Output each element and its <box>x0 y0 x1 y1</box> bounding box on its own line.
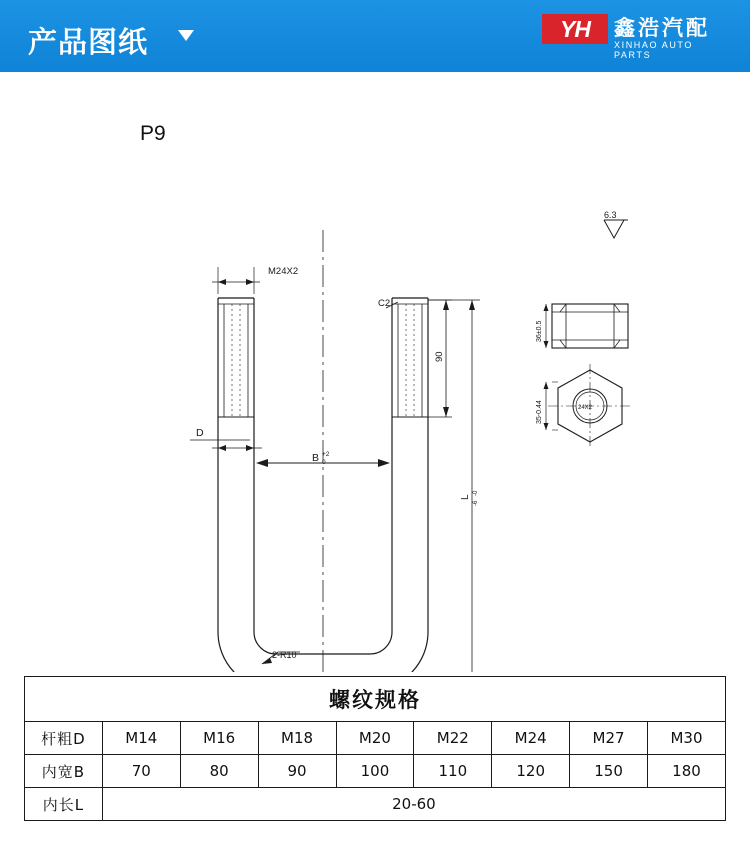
row-header-rod-diameter: 杆粗D <box>25 722 103 755</box>
row-header-inner-length: 内长L <box>25 788 103 821</box>
technical-drawing <box>0 72 750 672</box>
table-row <box>25 755 726 788</box>
page-header <box>0 0 750 72</box>
label-surface-finish: 6.3 <box>604 210 617 220</box>
cell-rod-d-4: M20 <box>336 722 414 755</box>
label-nut-thread: 24X2 <box>578 405 593 411</box>
table-row-title <box>25 677 726 722</box>
cell-inner-b-8: 180 <box>648 755 726 788</box>
cell-rod-d-3: M18 <box>258 722 336 755</box>
cell-rod-d-6: M24 <box>492 722 570 755</box>
cell-inner-b-2: 80 <box>180 755 258 788</box>
brand-logo <box>542 12 732 62</box>
label-rod-diameter: D <box>196 427 204 439</box>
caret-down-icon <box>178 30 194 41</box>
cell-inner-b-3: 90 <box>258 755 336 788</box>
cell-rod-d-5: M22 <box>414 722 492 755</box>
logo-name-cn: 鑫浩汽配 <box>614 16 710 40</box>
cell-inner-b-5: 110 <box>414 755 492 788</box>
label-length-tol-top: -0 <box>473 490 479 496</box>
label-thread-top: M24X2 <box>268 266 299 277</box>
cell-rod-d-8: M30 <box>648 722 726 755</box>
table-row <box>25 788 726 821</box>
label-chamfer: C2 <box>378 298 391 309</box>
cell-inner-b-7: 150 <box>570 755 648 788</box>
spec-table-title: 螺纹规格 <box>25 677 726 722</box>
logo-name-en: XINHAO AUTO PARTS <box>614 40 693 60</box>
row-header-inner-width: 内宽B <box>25 755 103 788</box>
logo-mark: YH <box>542 14 608 44</box>
label-inner-width-tol-bottom: 0 <box>322 459 326 466</box>
cell-inner-b-6: 120 <box>492 755 570 788</box>
label-length-L: L <box>460 494 471 500</box>
part-code-label: P9 <box>140 122 166 145</box>
cell-inner-b-1: 70 <box>102 755 180 788</box>
label-inner-width: B <box>312 452 320 464</box>
specification-table <box>24 676 726 821</box>
cell-rod-d-2: M16 <box>180 722 258 755</box>
label-nut-height: 36±0.5 <box>536 320 543 342</box>
label-inner-width-tol-top: +2 <box>322 451 330 458</box>
label-nut-width: 35-0.44 <box>536 400 543 424</box>
cell-rod-d-1: M14 <box>102 722 180 755</box>
cell-rod-d-7: M27 <box>570 722 648 755</box>
cell-inner-b-4: 100 <box>336 755 414 788</box>
table-row <box>25 722 726 755</box>
label-length-tol-bottom: -6 <box>473 500 479 506</box>
cell-inner-length-range: 20-60 <box>102 788 725 821</box>
label-height-90: 90 <box>434 351 445 362</box>
page-title: 产品图纸 <box>28 25 149 59</box>
label-radius: 2-R10 <box>272 650 297 660</box>
drawing-svg <box>0 72 750 672</box>
